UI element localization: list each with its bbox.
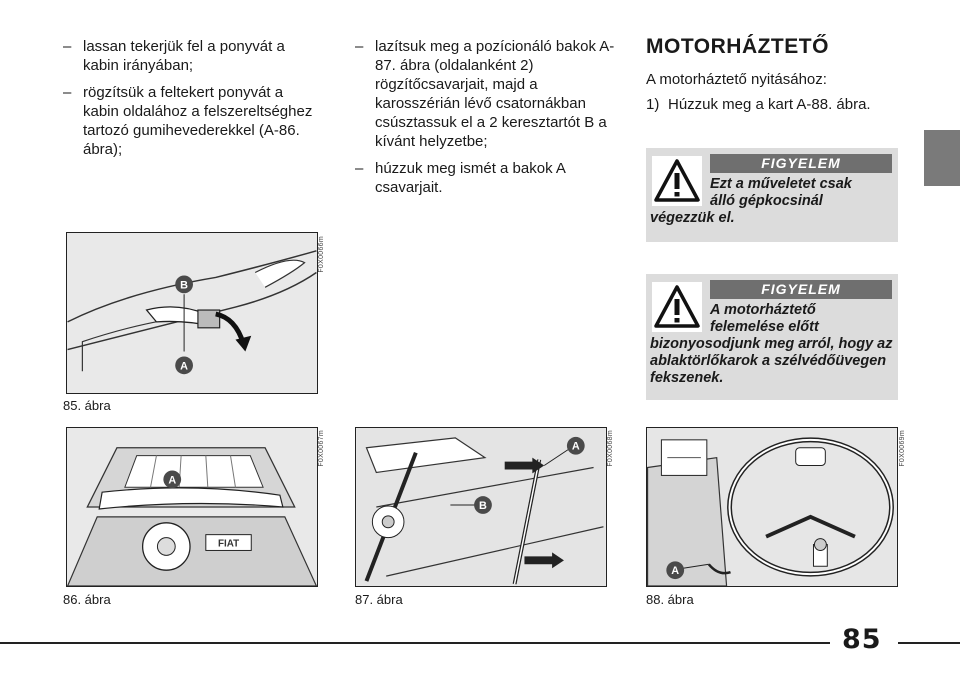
bed-plate-text: FIAT [217, 538, 240, 550]
footer-rule [898, 642, 960, 644]
svg-text:B: B [479, 499, 487, 512]
truck-bed-tarp-illustration [67, 428, 317, 586]
warning-text: Ezt a műveletet csak álló gépkocsinál végezzük el. [650, 176, 852, 226]
step-number: 1) [646, 96, 660, 113]
step-item [646, 95, 901, 114]
crossbar-rail-illustration [356, 428, 606, 586]
warning-banner: FIGYELEM [710, 154, 892, 173]
intro-text: A motorháztető nyitásához: [646, 71, 827, 88]
step-text: Húzzuk meg a kart A-88. ábra. [668, 96, 871, 113]
figure-caption: 88. ábra [646, 592, 694, 607]
figure-88-illustration [646, 427, 898, 587]
bullet-item: – lassan tekerjük fel a ponyvát a kabin irányában; [63, 38, 285, 74]
figure-code: F0X0067m [318, 430, 325, 467]
figure-caption: 87. ábra [355, 592, 403, 607]
warning-box [646, 274, 898, 400]
bullet-text: húzzuk meg ismét a bakok A csavarjait. [375, 160, 566, 196]
figure-86-illustration [66, 427, 318, 587]
section-title: MOTORHÁZTETŐ [646, 35, 829, 58]
svg-text:A: A [168, 474, 177, 487]
page-number: 85 [842, 624, 882, 655]
bullet-text: lazítsuk meg a pozícionáló bakok A-87. ábra (oldalanként 2) rögzítőcsavarjait, majd a karosszérián lévő csatornákban csúsztassuk el a 2 keresztartót B a kívánt helyzetbe; [375, 38, 615, 150]
svg-text:A: A [571, 440, 580, 453]
svg-text:B: B [180, 279, 189, 292]
hood-release-lever-illustration [647, 428, 897, 586]
warning-text: A motorháztető felemelése előtt bizonyosodjunk meg arról, hogy az ablaktörlőkarok a szélvédőüvegen fekszenek. [650, 302, 893, 386]
bullet-item: – lazítsuk meg a pozícionáló bakok A-87. ábra (oldalanként 2) rögzítőcsavarjait, majd a karosszérián lévő csatornákban csúsztassuk el a 2 keresztartót B a kívánt helyzetbe; [355, 38, 615, 150]
figure-code: F0X0068m [607, 430, 614, 467]
svg-text:A: A [671, 565, 680, 578]
text-column-2 [355, 37, 615, 205]
figure-87-illustration [355, 427, 607, 587]
figure-caption: 85. ábra [63, 398, 111, 413]
bullet-text: lassan tekerjük fel a ponyvát a kabin irányában; [83, 38, 285, 74]
figure-code: F0X0066m [318, 236, 325, 273]
footer-rule [0, 642, 830, 644]
bullet-item: – rögzítsük a feltekert ponyvát a kabin oldalához a felszereltséghez tartozó gumihevederekkel (A-86. ábra); [63, 84, 313, 158]
chapter-tab-marker [924, 130, 960, 186]
warning-banner: FIGYELEM [710, 280, 892, 299]
text-column-1 [63, 37, 323, 167]
figure-code: F0X0069m [899, 430, 906, 467]
tarp-strap-illustration [67, 233, 317, 393]
bullet-text: rögzítsük a feltekert ponyvát a kabin oldalához a felszereltséghez tartozó gumihevederekkel (A-86. ábra); [83, 84, 313, 158]
warning-box [646, 148, 898, 242]
figure-caption: 86. ábra [63, 592, 111, 607]
bullet-item: – húzzuk meg ismét a bakok A csavarjait. [355, 160, 566, 196]
svg-text:A: A [180, 360, 189, 373]
figure-85-illustration [66, 232, 318, 394]
text-column-3 [646, 37, 901, 114]
